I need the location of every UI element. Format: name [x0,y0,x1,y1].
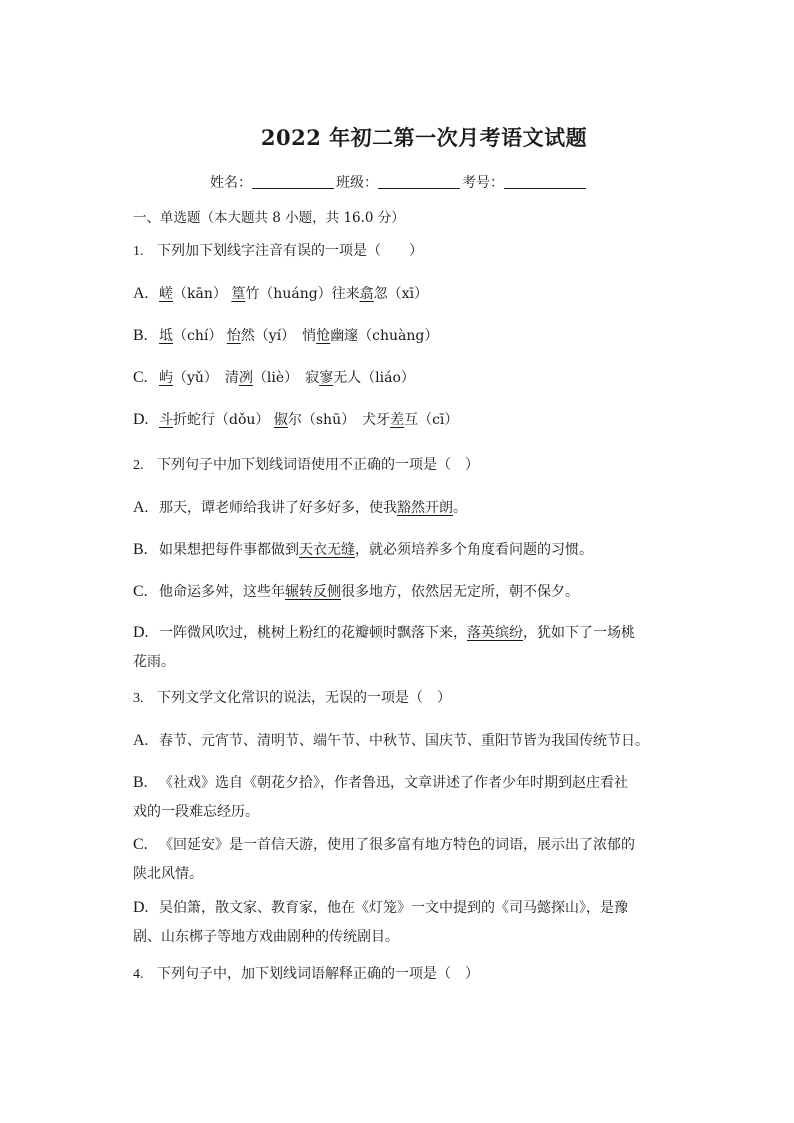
q2-option-a[interactable] [133,497,467,517]
q2-option-b[interactable] [133,539,593,559]
option-label: B. [133,541,148,558]
question-stem: 下列句子中，加下划线词语解释正确的一项是（ ） [157,966,479,982]
class-label: 班级： [336,175,378,191]
option-text: 吴伯箫，散文家、教育家，他在《灯笼》一文中提到的《司马懿探山》，是豫 [159,900,628,916]
question-4 [133,963,479,983]
question-number: 3. [133,691,144,706]
page-title: 2022 年初二第一次月考语文试题 [260,125,588,150]
option-text: （chí） [173,328,223,344]
option-label: C. [133,369,148,386]
q1-option-d[interactable] [133,409,458,429]
option-text: 很多地方，依然居无定所，朝不保夕。 [341,584,579,600]
option-text: 春节、元宵节、清明节、端午节、中秋节、国庆节、重阳节皆为我国传统节日。 [159,733,649,749]
q3-option-d[interactable] [133,893,678,952]
underlined-char: 差 [390,412,405,428]
question-number: 4. [133,967,144,982]
name-blank[interactable] [252,174,334,189]
option-text: 幽邃（chuàng） [330,328,439,344]
q2-option-c[interactable] [133,581,579,601]
underlined-char: 篁 [231,286,246,302]
option-text: 陕北风情。 [133,866,203,882]
q1-option-a[interactable] [133,283,428,303]
option-text: 那天，谭老师给我讲了好多好多，使我 [159,500,397,516]
underlined-char: 怆 [316,328,331,344]
option-label: B. [133,327,148,344]
option-text: ，就必须培养多个角度看问题的习惯。 [355,542,593,558]
option-label: D. [133,624,149,641]
underlined-char: 斗 [159,412,173,428]
question-stem: 下列加下划线字注音有误的一项是（ ） [157,243,423,259]
option-text: （yǔ） 清 [173,370,239,386]
name-label: 姓名： [210,175,252,191]
question-stem: 下列文学文化常识的说法，无误的一项是（ ） [157,690,451,706]
option-label: D. [133,411,149,428]
student-info-line [210,172,588,192]
option-label: D. [133,899,149,916]
option-text: 剧、山东梆子等地方戏曲剧种的传统剧目。 [133,929,399,945]
option-label: B. [133,774,148,791]
underlined-char: 寥 [319,370,334,386]
q1-option-b[interactable] [133,325,438,345]
option-text: ，犹如下了一场桃 [523,625,635,641]
option-text: 尔（shū） 犬牙 [287,412,391,428]
option-text: 他命运多舛，这些年 [159,584,285,600]
underlined-char: 俶 [273,412,288,428]
option-label: C. [133,836,148,853]
underlined-char: 屿 [159,370,173,386]
option-text: 互（cī） [404,412,459,428]
option-label: C. [133,583,148,600]
underlined-char: 怡 [226,328,241,344]
option-label: A. [133,499,149,516]
underlined-phrase: 天衣无缝 [299,542,355,558]
option-text: （liè） 寂 [252,370,320,386]
class-blank[interactable] [378,174,460,189]
question-number: 1. [133,244,144,259]
option-text: 然（yí） 悄 [240,328,317,344]
option-label: A. [133,732,149,749]
option-text: 戏的一段难忘经历。 [133,804,259,820]
option-text: 《回延安》是一首信天游，使用了很多富有地方特色的词语，展示出了浓郁的 [159,837,635,853]
option-text: 。 [453,500,467,516]
section-heading: 一、单选题（本大题共 8 小题，共 16.0 分） [133,210,405,226]
question-2 [133,454,479,474]
option-text: 一阵微风吹过，桃树上粉红的花瓣顿时飘落下来， [159,625,467,641]
option-label: A. [133,285,149,302]
q3-option-b[interactable] [133,768,678,827]
option-text: 如果想把每件事都做到 [159,542,299,558]
exam-no-label: 考号： [462,175,504,191]
question-stem: 下列句子中加下划线词语使用不正确的一项是（ ） [157,457,479,473]
option-text: 无人（liáo） [333,370,415,386]
option-text: 竹（huáng）往来 [245,286,360,302]
option-text: （kān） [173,286,227,302]
question-1 [133,240,423,260]
option-text: 《社戏》选自《朝花夕拾》，作者鲁迅，文章讲述了作者少年时期到赵庄看社 [159,775,628,791]
question-3 [133,687,451,707]
underlined-phrase: 豁然开朗 [397,500,453,516]
option-text: 折蛇行（dǒu） [173,412,270,428]
underlined-char: 嵯 [159,286,173,302]
q2-option-d[interactable] [133,618,678,677]
option-text: 花雨。 [133,654,175,670]
underlined-char: 坻 [159,328,173,344]
underlined-phrase: 落英缤纷 [467,625,523,641]
option-text: 忽（xī） [373,286,429,302]
question-number: 2. [133,458,144,473]
q3-option-a[interactable] [133,730,649,750]
underlined-char: 翕 [359,286,374,302]
exam-no-blank[interactable] [504,174,586,189]
q3-option-c[interactable] [133,830,678,889]
q1-option-c[interactable] [133,367,415,387]
underlined-char: 冽 [238,370,253,386]
underlined-phrase: 辗转反侧 [285,584,341,600]
